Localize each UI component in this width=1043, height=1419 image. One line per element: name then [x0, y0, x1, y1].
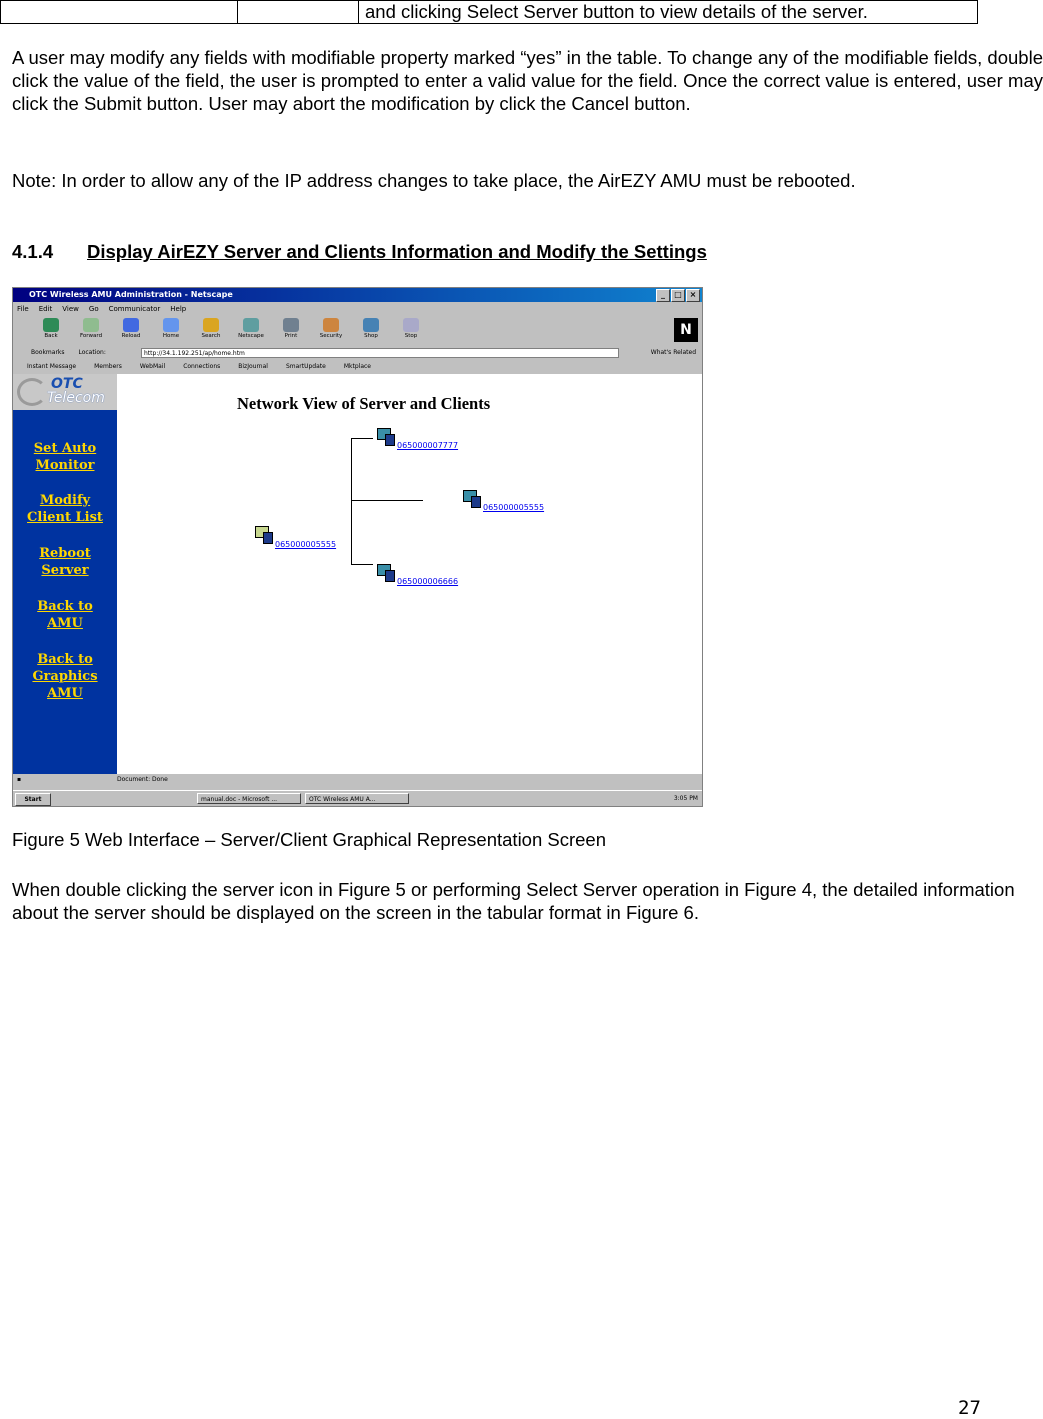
nav-label: Reboot	[39, 546, 91, 561]
tree-branch-line	[351, 438, 373, 439]
toolbar-label: Print	[284, 333, 298, 339]
menu-item[interactable]: Help	[170, 305, 187, 313]
client-link[interactable]: 065000007777	[397, 441, 459, 450]
page-number: 27	[958, 1397, 981, 1419]
status-text: Document: Done	[117, 776, 168, 783]
table-fragment	[0, 0, 978, 24]
forward-arrow-icon	[83, 318, 99, 332]
logo-text: Telecom	[47, 390, 105, 406]
paragraph-modify-fields: A user may modify any fields with modifiable property marked “yes” in the table. To change any of the modifiable fields, double click the value of the field, the user is prompted to enter a valid value for the field. Once the correct value is entered, user may click the Submit button. User may abort the modification by click the Cancel button.	[12, 47, 1043, 114]
tree-branch-line	[351, 500, 423, 501]
nav-label: Back to	[37, 652, 93, 667]
tree-branch-line	[351, 564, 373, 565]
toolbar-label: Search	[201, 333, 221, 339]
maximize-icon[interactable]: □	[671, 289, 685, 302]
nav-label: Server	[41, 563, 89, 578]
table-cell	[238, 1, 359, 24]
security-button[interactable]	[313, 316, 349, 344]
toolbar-label: Stop	[404, 333, 418, 339]
tree-trunk-line	[351, 438, 352, 564]
table-row	[1, 1, 978, 24]
client-link[interactable]: 065000006666	[397, 577, 459, 586]
netscape-icon	[243, 318, 259, 332]
personal-link[interactable]: Instant Message	[27, 363, 77, 370]
note-reboot: Note: In order to allow any of the IP address changes to take place, the AirEZY AMU must be rebooted.	[12, 170, 856, 191]
windows-taskbar	[13, 790, 702, 807]
nav-label: Set Auto	[33, 441, 97, 456]
shop-button[interactable]	[353, 316, 389, 344]
section-number: 4.1.4	[12, 241, 54, 262]
browser-toolbar	[13, 316, 702, 346]
bookmarks-button[interactable]: Bookmarks	[31, 349, 65, 356]
reload-button[interactable]	[113, 316, 149, 344]
client-icon[interactable]	[463, 490, 481, 506]
personal-link[interactable]: WebMail	[139, 363, 166, 370]
shop-icon	[363, 318, 379, 332]
menu-item[interactable]: Edit	[38, 305, 53, 313]
nav-back-to-amu[interactable]	[13, 598, 117, 632]
taskbar-task[interactable]: OTC Wireless AMU A...	[305, 793, 409, 804]
personal-toolbar	[13, 360, 702, 373]
nav-modify-client-list[interactable]	[13, 492, 117, 526]
logo-text: OTC	[51, 376, 83, 392]
figure-screenshot	[12, 287, 703, 807]
netscape-logo-icon: N	[674, 318, 698, 342]
toolbar-label: Forward	[79, 333, 103, 339]
url-input[interactable]: http://34.1.192.251/ap/home.htm	[141, 348, 619, 358]
minimize-icon[interactable]: _	[656, 289, 670, 302]
search-icon	[203, 318, 219, 332]
table-cell	[1, 1, 238, 24]
print-button[interactable]	[273, 316, 309, 344]
nav-label: Modify	[39, 493, 91, 508]
menu-item[interactable]: File	[17, 305, 29, 313]
menu-item[interactable]: View	[62, 305, 79, 313]
client-link[interactable]: 065000005555	[483, 503, 545, 512]
server-icon[interactable]	[255, 526, 273, 542]
reload-icon	[123, 318, 139, 332]
client-icon[interactable]	[377, 564, 395, 580]
clock: 3:05 PM	[673, 795, 698, 802]
toolbar-label: Reload	[121, 333, 141, 339]
window-titlebar	[13, 288, 702, 302]
forward-button[interactable]	[73, 316, 109, 344]
server-link[interactable]: 065000005555	[275, 540, 337, 549]
netscape-button[interactable]	[233, 316, 269, 344]
print-icon	[283, 318, 299, 332]
lock-icon	[323, 318, 339, 332]
home-button[interactable]	[153, 316, 189, 344]
nav-reboot-server[interactable]	[13, 545, 117, 579]
personal-link[interactable]: BizJournal	[238, 363, 268, 370]
start-button[interactable]: Start	[15, 793, 51, 806]
toolbar-label: Back	[44, 333, 58, 339]
swirl-logo-icon	[17, 378, 47, 406]
menu-item[interactable]: Go	[88, 305, 99, 313]
personal-link[interactable]: Members	[94, 363, 122, 370]
toolbar-label: Security	[319, 333, 343, 339]
back-button[interactable]	[33, 316, 69, 344]
nav-label: Client List	[27, 510, 103, 525]
page-content	[13, 374, 702, 774]
section-heading	[12, 241, 707, 263]
personal-link[interactable]: Connections	[183, 363, 221, 370]
taskbar-task[interactable]: manual.doc - Microsoft ...	[197, 793, 301, 804]
stop-icon	[403, 318, 419, 332]
figure-caption: Figure 5 Web Interface – Server/Client Graphical Representation Screen	[12, 829, 607, 850]
section-title: Display AirEZY Server and Clients Information and Modify the Settings	[87, 241, 707, 262]
nav-label: AMU	[47, 616, 83, 631]
nav-label: Monitor	[35, 458, 95, 473]
nav-label: AMU	[47, 686, 83, 701]
client-icon[interactable]	[377, 428, 395, 444]
search-button[interactable]	[193, 316, 229, 344]
otc-telecom-logo	[13, 374, 117, 410]
toolbar-label: Netscape	[238, 333, 264, 339]
back-arrow-icon	[43, 318, 59, 332]
nav-label: Back to	[37, 599, 93, 614]
menubar	[13, 302, 702, 316]
home-icon	[163, 318, 179, 332]
nav-label: Graphics	[32, 669, 98, 684]
close-icon[interactable]: ×	[686, 289, 700, 302]
status-icon: ▪	[17, 776, 22, 783]
browser-statusbar	[13, 774, 702, 786]
toolbar-label: Home	[162, 333, 180, 339]
table-cell: and clicking Select Server button to view details of the server.	[359, 1, 978, 24]
personal-link[interactable]: SmartUpdate	[285, 363, 326, 370]
window-title: OTC Wireless AMU Administration - Netscape	[29, 290, 233, 299]
paragraph-server-details: When double clicking the server icon in Figure 5 or performing Select Server operation in Figure 4, the detailed information about the server should be displayed on the screen in the tabular format in Figure 6.	[12, 879, 1015, 923]
location-label: Location:	[78, 349, 106, 356]
nav-back-to-graphics-amu[interactable]	[13, 651, 117, 702]
page-title: Network View of Server and Clients	[237, 394, 491, 413]
sidebar	[13, 374, 117, 774]
toolbar-label: Shop	[364, 333, 378, 339]
menu-item[interactable]: Communicator	[108, 305, 161, 313]
whats-related-button[interactable]: What's Related	[650, 349, 696, 356]
nav-set-auto-monitor[interactable]	[13, 440, 117, 474]
personal-link[interactable]: Mktplace	[343, 363, 371, 370]
stop-button[interactable]	[393, 316, 429, 344]
